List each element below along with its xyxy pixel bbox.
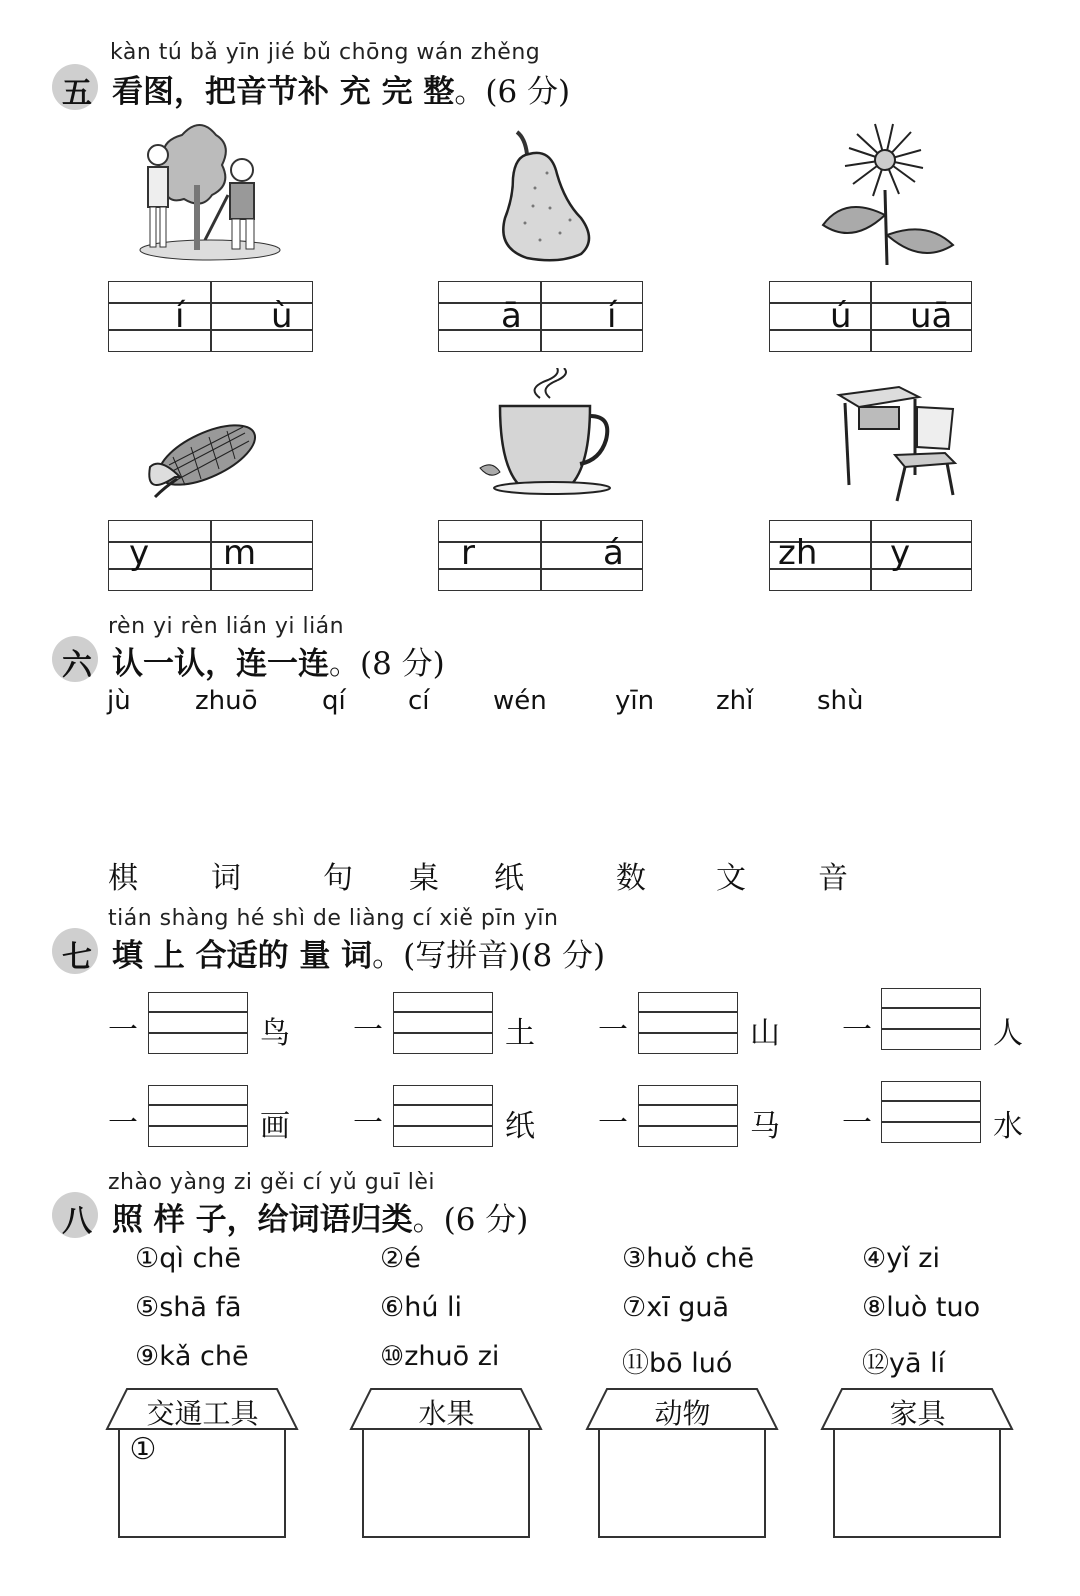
- measure-noun-8: 水: [993, 1109, 1023, 1144]
- pinyin-grid-1: [108, 281, 313, 352]
- section5-points: 。(6 分): [454, 74, 571, 110]
- chrysanthemum-picture: [815, 120, 960, 270]
- section8-number-badge: [52, 1192, 98, 1238]
- section8-points: 。(6 分): [412, 1202, 529, 1238]
- section5-number-badge: [52, 64, 98, 110]
- character-4[interactable]: 桌: [409, 861, 439, 896]
- word-item-6-number: ⑥: [380, 1292, 405, 1323]
- measure-word-input-8[interactable]: [881, 1081, 981, 1143]
- section7-number-badge: [52, 928, 98, 974]
- measure-prefix-4: 一: [842, 1013, 872, 1048]
- word-item-2-number: ②: [380, 1243, 405, 1274]
- grid-2-right-text: í: [607, 296, 617, 336]
- section7-number: 七: [62, 940, 92, 975]
- pinyin-grid-4: [108, 520, 313, 591]
- grid-5-right-text: á: [603, 533, 624, 573]
- word-item-1-number: ①: [135, 1243, 160, 1274]
- grid-2-left-text: ā: [501, 296, 522, 336]
- grid-3-left-text: ú: [830, 296, 852, 336]
- word-item-1-text: qì chē: [159, 1243, 242, 1274]
- measure-noun-6: 纸: [505, 1109, 535, 1144]
- house-animal-label: 动物: [654, 1397, 711, 1430]
- measure-prefix-7: 一: [598, 1106, 628, 1141]
- word-item-6: [380, 1292, 462, 1323]
- word-item-10-number: ⑩: [380, 1341, 405, 1372]
- section6-number-badge: [52, 636, 98, 682]
- word-item-7: [622, 1292, 729, 1323]
- character-8[interactable]: 音: [818, 861, 848, 896]
- grid-6-left-text: zh: [778, 533, 818, 573]
- section8-pinyin: zhào yàng zi gěi cí yǔ guī lèi: [108, 1170, 436, 1195]
- measure-word-input-3[interactable]: [638, 992, 738, 1054]
- word-item-9: [135, 1341, 249, 1372]
- word-item-3: [622, 1243, 754, 1274]
- section5-title: 看图，把音节补 充 完 整: [112, 74, 455, 110]
- word-item-12-text: yā lí: [889, 1348, 946, 1379]
- measure-word-input-2[interactable]: [393, 992, 493, 1054]
- grid-4-right-text: m: [223, 533, 257, 573]
- word-item-12-number: ⑫: [862, 1348, 889, 1379]
- section6-title: 认一认，连一连: [112, 646, 329, 682]
- measure-noun-4: 人: [993, 1016, 1023, 1051]
- pinyin-word-7[interactable]: zhǐ: [716, 686, 754, 716]
- word-item-9-text: kǎ chē: [159, 1341, 249, 1372]
- corn-picture: [135, 405, 270, 505]
- grid-1-right-text: ù: [271, 296, 293, 336]
- house-furniture-label: 家具: [889, 1397, 946, 1430]
- measure-word-input-1[interactable]: [148, 992, 248, 1054]
- word-item-8-text: luò tuo: [886, 1292, 981, 1323]
- word-item-6-text: hú li: [404, 1292, 463, 1323]
- section6-pinyin: rèn yi rèn lián yi lián: [108, 614, 345, 639]
- pinyin-word-1[interactable]: jù: [107, 686, 131, 716]
- word-item-8: [862, 1292, 980, 1323]
- word-item-3-text: huǒ chē: [646, 1243, 755, 1274]
- character-7[interactable]: 文: [716, 861, 746, 896]
- word-item-3-number: ③: [622, 1243, 647, 1274]
- measure-word-input-7[interactable]: [638, 1085, 738, 1147]
- measure-word-input-5[interactable]: [148, 1085, 248, 1147]
- word-item-7-text: xī guā: [646, 1292, 730, 1323]
- house-transport-example: ①: [129, 1432, 157, 1467]
- pinyin-word-4[interactable]: cí: [408, 686, 430, 716]
- house-fruit-label: 水果: [418, 1397, 475, 1430]
- character-3[interactable]: 句: [323, 861, 353, 896]
- pinyin-word-5[interactable]: wén: [493, 686, 547, 716]
- section5-pinyin: kàn tú bǎ yīn jié bǔ chōng wán zhěng: [110, 40, 541, 65]
- children-planting-tree-picture: [130, 115, 290, 265]
- house-transport-label: 交通工具: [146, 1397, 259, 1430]
- pinyin-grid-5: [438, 520, 643, 591]
- tea-cup-picture: [470, 368, 615, 498]
- section8-number: 八: [62, 1204, 92, 1239]
- word-item-9-number: ⑨: [135, 1341, 160, 1372]
- measure-prefix-6: 一: [353, 1106, 383, 1141]
- word-item-10-text: zhuō zi: [404, 1341, 500, 1372]
- measure-noun-1: 鸟: [260, 1016, 290, 1051]
- measure-noun-3: 山: [750, 1016, 780, 1051]
- pinyin-grid-2: [438, 281, 643, 352]
- section7-title: 填 上 合适的 量 词: [112, 938, 373, 974]
- word-item-5-number: ⑤: [135, 1292, 160, 1323]
- word-item-2: [380, 1243, 421, 1274]
- pear-picture: [495, 128, 605, 263]
- word-item-5: [135, 1292, 242, 1323]
- measure-prefix-3: 一: [598, 1013, 628, 1048]
- word-item-4: [862, 1243, 940, 1274]
- measure-prefix-2: 一: [353, 1013, 383, 1048]
- pinyin-word-2[interactable]: zhuō: [195, 686, 258, 716]
- section7-points: 。(写拼音)(8 分): [372, 938, 606, 974]
- section8-title: 照 样 子，给词语归类: [112, 1202, 413, 1238]
- word-item-7-number: ⑦: [622, 1292, 647, 1323]
- measure-noun-2: 土: [505, 1016, 535, 1051]
- pinyin-grid-6: [769, 520, 972, 591]
- pinyin-word-8[interactable]: shù: [817, 686, 864, 716]
- grid-6-right-text: y: [890, 533, 911, 573]
- measure-prefix-1: 一: [108, 1013, 138, 1048]
- measure-prefix-5: 一: [108, 1106, 138, 1141]
- word-item-4-number: ④: [862, 1243, 887, 1274]
- section6-number: 六: [62, 648, 92, 683]
- measure-noun-5: 画: [260, 1109, 290, 1144]
- word-item-10: [380, 1341, 499, 1372]
- measure-prefix-8: 一: [842, 1106, 872, 1141]
- word-item-11-number: ⑪: [622, 1348, 649, 1379]
- grid-5-left-text: r: [461, 533, 475, 573]
- grid-4-left-text: y: [129, 533, 150, 573]
- pinyin-word-6[interactable]: yīn: [615, 686, 655, 716]
- section6-points: 。(8 分): [329, 646, 445, 682]
- word-item-5-text: shā fā: [159, 1292, 242, 1323]
- word-item-11: [622, 1341, 732, 1380]
- section8-heading: [112, 1194, 528, 1239]
- section5-number: 五: [62, 76, 92, 111]
- word-item-12: [862, 1341, 945, 1380]
- section7-pinyin: tián shàng hé shì de liàng cí xiě pīn yīn: [108, 906, 559, 931]
- character-2[interactable]: 词: [211, 861, 241, 896]
- section6-heading: [112, 638, 445, 683]
- pinyin-grid-3: [769, 281, 972, 352]
- pinyin-word-3[interactable]: qí: [322, 686, 346, 716]
- measure-word-input-6[interactable]: [393, 1085, 493, 1147]
- section5-heading: [112, 66, 570, 111]
- measure-noun-7: 马: [750, 1109, 780, 1144]
- character-1[interactable]: 棋: [108, 861, 138, 896]
- word-item-8-number: ⑧: [862, 1292, 887, 1323]
- word-item-1: [135, 1243, 241, 1274]
- grid-1-left-text: í: [175, 296, 185, 336]
- measure-word-input-4[interactable]: [881, 988, 981, 1050]
- character-6[interactable]: 数: [616, 861, 646, 896]
- word-item-4-text: yǐ zi: [886, 1243, 940, 1274]
- section7-heading: [112, 930, 605, 975]
- desk-and-chair-picture: [835, 385, 960, 505]
- word-item-11-text: bō luó: [649, 1348, 733, 1379]
- word-item-2-text: é: [404, 1243, 421, 1274]
- character-5[interactable]: 纸: [494, 861, 524, 896]
- grid-3-right-text: uā: [910, 296, 953, 336]
